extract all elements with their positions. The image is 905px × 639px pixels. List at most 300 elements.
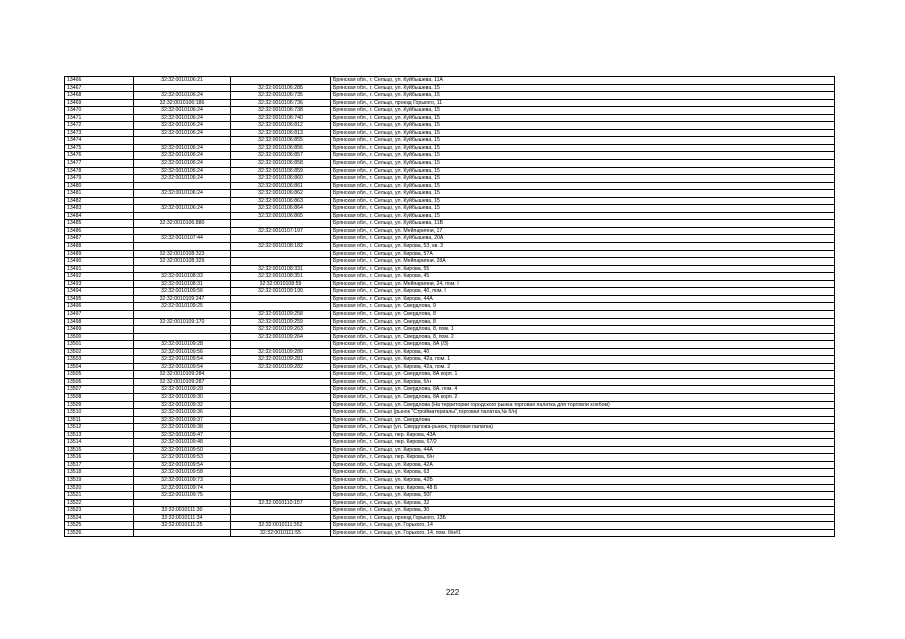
table-row <box>65 92 835 100</box>
registry-table-body <box>65 77 835 537</box>
related-cadastral-number-cell <box>231 446 331 454</box>
address-cell: Брянская обл., г. Сельцо, ул. Куйбышева, 15 <box>331 107 835 115</box>
cadastral-number-cell <box>134 227 231 235</box>
related-cadastral-number-cell: 32:32:0010106:855 <box>231 137 331 145</box>
table-row <box>65 363 835 371</box>
row-number-cell: 13476 <box>65 152 134 160</box>
address-cell: Брянская обл., г. Сельцо, ул. Кирова, 63 <box>331 469 835 477</box>
address-cell: Брянская обл., г. Сельцо, ул. Куйбышева, 15 <box>331 92 835 100</box>
table-row <box>65 424 835 432</box>
related-cadastral-number-cell: 32:32:0010109:190 <box>231 288 331 296</box>
table-row <box>65 431 835 439</box>
cadastral-number-cell: 32:32:0010108:33 <box>134 273 231 281</box>
row-number-cell: 13493 <box>65 280 134 288</box>
address-cell: Брянская обл., г. Сельцо, ул. Куйбышева, 15 <box>331 205 835 213</box>
cadastral-number-cell <box>134 310 231 318</box>
table-row <box>65 129 835 137</box>
cadastral-number-cell: 32:32:0010109:29 <box>134 386 231 394</box>
table-row <box>65 341 835 349</box>
table-row <box>65 295 835 303</box>
row-number-cell: 13522 <box>65 499 134 507</box>
related-cadastral-number-cell <box>231 295 331 303</box>
address-cell: Брянская обл., г. Сельцо, ул. Куйбышева, 15 <box>331 175 835 183</box>
row-number-cell: 13495 <box>65 295 134 303</box>
address-cell: Брянская обл., г. Сельцо, ул. Кирова, 40, пом. I <box>331 288 835 296</box>
related-cadastral-number-cell: 32:32:0010109:264 <box>231 333 331 341</box>
row-number-cell: 13475 <box>65 144 134 152</box>
row-number-cell: 13466 <box>65 77 134 85</box>
cadastral-number-cell: 32:32:0010109:25 <box>134 303 231 311</box>
row-number-cell: 13517 <box>65 461 134 469</box>
address-cell: Брянская обл., г. Сельцо, ул. Кирова, 32 <box>331 499 835 507</box>
row-number-cell: 13469 <box>65 99 134 107</box>
related-cadastral-number-cell: 32:32:0010106:861 <box>231 182 331 190</box>
row-number-cell: 13470 <box>65 107 134 115</box>
related-cadastral-number-cell: 32:32:0010109:281 <box>231 356 331 364</box>
cadastral-number-cell <box>134 326 231 334</box>
table-row <box>65 484 835 492</box>
table-row <box>65 243 835 251</box>
table-row <box>65 492 835 500</box>
cadastral-number-cell: 32:32:0010111:30 <box>134 507 231 515</box>
table-row <box>65 77 835 85</box>
table-row <box>65 160 835 168</box>
table-row <box>65 454 835 462</box>
cadastral-number-cell: 32:32:0010106:186 <box>134 99 231 107</box>
cadastral-number-cell: 32:32:0010109:170 <box>134 318 231 326</box>
address-cell: Брянская обл., г. Сельцо, ул. Куйбышева, 15 <box>331 122 835 130</box>
related-cadastral-number-cell: 32:32:0010106:736 <box>231 99 331 107</box>
related-cadastral-number-cell <box>231 235 331 243</box>
cadastral-number-cell: 32:32:0010109:56 <box>134 348 231 356</box>
address-cell: Брянская обл., г. Сельцо, ул. Куйбышева, 15 <box>331 190 835 198</box>
cadastral-number-cell <box>134 265 231 273</box>
cadastral-number-cell: 32:32:0010109:73 <box>134 476 231 484</box>
row-number-cell: 13508 <box>65 393 134 401</box>
related-cadastral-number-cell: 32:32:0010107:197 <box>231 227 331 235</box>
address-cell: Брянская обл., г. Сельцо, ул. Свердлова, 8, пом. 1 <box>331 326 835 334</box>
cadastral-number-cell: 32:32:0010109:47 <box>134 431 231 439</box>
cadastral-number-cell <box>134 529 231 537</box>
cadastral-number-cell: 32:32:0010109:38 <box>134 424 231 432</box>
table-row <box>65 522 835 530</box>
cadastral-number-cell: 32:32:0010106:24 <box>134 160 231 168</box>
row-number-cell: 13506 <box>65 378 134 386</box>
related-cadastral-number-cell <box>231 341 331 349</box>
cadastral-number-cell: 32:32:0010109:54 <box>134 356 231 364</box>
row-number-cell: 13499 <box>65 326 134 334</box>
cadastral-number-cell <box>134 197 231 205</box>
related-cadastral-number-cell: 32:32:0010106:740 <box>231 114 331 122</box>
table-row <box>65 288 835 296</box>
table-row <box>65 333 835 341</box>
table-row <box>65 409 835 417</box>
related-cadastral-number-cell: 32:32:0010106:865 <box>231 212 331 220</box>
cadastral-number-cell: 32:32:0010106:24 <box>134 152 231 160</box>
table-row <box>65 446 835 454</box>
row-number-cell: 13518 <box>65 469 134 477</box>
row-number-cell: 13487 <box>65 235 134 243</box>
address-cell: Брянская обл., г. Сельцо, ул. Мейпарияни, 28А <box>331 258 835 266</box>
row-number-cell: 13519 <box>65 476 134 484</box>
row-number-cell: 13496 <box>65 303 134 311</box>
row-number-cell: 13501 <box>65 341 134 349</box>
table-row <box>65 182 835 190</box>
table-row <box>65 122 835 130</box>
row-number-cell: 13477 <box>65 160 134 168</box>
row-number-cell: 13510 <box>65 409 134 417</box>
row-number-cell: 13471 <box>65 114 134 122</box>
table-row <box>65 212 835 220</box>
address-cell: Брянская обл., г. Сельцо (ул. Свердлова-рынок, торговая палатка) <box>331 424 835 432</box>
cadastral-number-cell: 32:32:0010106:24 <box>134 144 231 152</box>
cadastral-number-cell: 32:32:0010106:880 <box>134 220 231 228</box>
address-cell: Брянская обл., г. Сельцо, ул. Свердлова (На территории городского рынка торговая палатка для торговли хлебом) <box>331 401 835 409</box>
address-cell: Брянская обл., г. Сельцо, ул. Куйбышева, 11В <box>331 220 835 228</box>
row-number-cell: 13483 <box>65 205 134 213</box>
cadastral-number-cell: 32:32:0010108:31 <box>134 280 231 288</box>
table-row <box>65 461 835 469</box>
related-cadastral-number-cell: 32:32:0010106:859 <box>231 167 331 175</box>
address-cell: Брянская обл., г. Сельцо, ул. Мейпарияни, 24, пом. I <box>331 280 835 288</box>
address-cell: Брянская обл., г. Сельцо, ул. Куйбышева, 15 <box>331 144 835 152</box>
address-cell: Брянская обл., г. Сельцо, ул. Свердлова, 8А корп. 2 <box>331 393 835 401</box>
table-row <box>65 84 835 92</box>
row-number-cell: 13485 <box>65 220 134 228</box>
address-cell: Брянская обл., г. Сельцо, ул. Куйбышева, 15 <box>331 197 835 205</box>
row-number-cell: 13474 <box>65 137 134 145</box>
cadastral-number-cell: 32:32:0010106:24 <box>134 190 231 198</box>
related-cadastral-number-cell: 32:32:0010108:182 <box>231 243 331 251</box>
table-row <box>65 469 835 477</box>
address-cell: Брянская обл., г. Сельцо, ул. Кирова, 57А <box>331 250 835 258</box>
related-cadastral-number-cell: 32:32:0010110:157 <box>231 499 331 507</box>
address-cell: Брянская обл., г. Сельцо, ул. Кирова, 42а, пом. 1 <box>331 356 835 364</box>
cadastral-number-cell <box>134 333 231 341</box>
related-cadastral-number-cell <box>231 507 331 515</box>
row-number-cell: 13507 <box>65 386 134 394</box>
row-number-cell: 13478 <box>65 167 134 175</box>
row-number-cell: 13504 <box>65 363 134 371</box>
related-cadastral-number-cell: 32:32:0010106:862 <box>231 190 331 198</box>
cadastral-number-cell: 32:32:0010109:54 <box>134 363 231 371</box>
address-cell: Брянская обл., г. Сельцо, ул. Кирова, 50Г <box>331 492 835 500</box>
address-cell: Брянская обл., г. Сельцо, ул. Куйбышева, 11А <box>331 77 835 85</box>
table-row <box>65 235 835 243</box>
cadastral-number-cell: 32:32:0010109:58 <box>134 469 231 477</box>
row-number-cell: 13472 <box>65 122 134 130</box>
related-cadastral-number-cell <box>231 476 331 484</box>
row-number-cell: 13515 <box>65 446 134 454</box>
table-row <box>65 348 835 356</box>
related-cadastral-number-cell <box>231 258 331 266</box>
cadastral-number-cell: 32:32:0010109:28 <box>134 341 231 349</box>
address-cell: Брянская обл., г. Сельцо, ул. Кирова, 55 <box>331 265 835 273</box>
related-cadastral-number-cell <box>231 484 331 492</box>
row-number-cell: 13520 <box>65 484 134 492</box>
table-row <box>65 107 835 115</box>
cadastral-number-cell: 32:32:0010109:284 <box>134 371 231 379</box>
address-cell: Брянская обл., г. Сельцо, ул. Горького, 14 <box>331 522 835 530</box>
address-cell: Брянская обл., г. Сельцо, ул. Куйбышева, 15 <box>331 114 835 122</box>
table-row <box>65 273 835 281</box>
related-cadastral-number-cell: 32:32:0010106:856 <box>231 144 331 152</box>
row-number-cell: 13497 <box>65 310 134 318</box>
cadastral-number-cell <box>134 137 231 145</box>
cadastral-number-cell: 32:32:0010109:32 <box>134 401 231 409</box>
cadastral-number-cell <box>134 212 231 220</box>
address-cell: Брянская обл., г. Сельцо, ул. Куйбышева, 15 <box>331 137 835 145</box>
table-row <box>65 99 835 107</box>
related-cadastral-number-cell <box>231 220 331 228</box>
cadastral-number-cell: 32:32:0010108:323 <box>134 250 231 258</box>
cadastral-number-cell <box>134 84 231 92</box>
row-number-cell: 13488 <box>65 243 134 251</box>
row-number-cell: 13494 <box>65 288 134 296</box>
table-row <box>65 137 835 145</box>
row-number-cell: 13513 <box>65 431 134 439</box>
address-cell: Брянская обл., г. Сельцо, ул. Кирова, 44А <box>331 446 835 454</box>
related-cadastral-number-cell: 32:32:0010109:259 <box>231 318 331 326</box>
row-number-cell: 13525 <box>65 522 134 530</box>
row-number-cell: 13490 <box>65 258 134 266</box>
row-number-cell: 13467 <box>65 84 134 92</box>
address-cell: Брянская обл., г. Сельцо, ул. Кирова, 42а, пом. 2 <box>331 363 835 371</box>
related-cadastral-number-cell: 32:32:0010106:863 <box>231 197 331 205</box>
address-cell: Брянская обл., г. Сельцо, пер. Кирова, б/н <box>331 454 835 462</box>
table-row <box>65 439 835 447</box>
cadastral-number-cell: 32:32:0010111:25 <box>134 522 231 530</box>
address-cell: Брянская обл., г. Сельцо, ул. Кирова, 53, кв. 3 <box>331 243 835 251</box>
address-cell: Брянская обл., г. Сельцо, ул. Кирова, 30 <box>331 507 835 515</box>
row-number-cell: 13498 <box>65 318 134 326</box>
cadastral-number-cell: 32:32:0010108:329 <box>134 258 231 266</box>
table-row <box>65 499 835 507</box>
table-row <box>65 318 835 326</box>
related-cadastral-number-cell <box>231 401 331 409</box>
related-cadastral-number-cell <box>231 469 331 477</box>
related-cadastral-number-cell <box>231 424 331 432</box>
row-number-cell: 13503 <box>65 356 134 364</box>
related-cadastral-number-cell: 32:32:0010108:59 <box>231 280 331 288</box>
address-cell: Брянская обл., г. Сельцо, пер. Кирова, 43А <box>331 431 835 439</box>
related-cadastral-number-cell <box>231 454 331 462</box>
cadastral-number-cell: 32:32:0010106:24 <box>134 175 231 183</box>
table-row <box>65 386 835 394</box>
table-row <box>65 529 835 537</box>
row-number-cell: 13468 <box>65 92 134 100</box>
cadastral-number-cell: 32:32:0010109:50 <box>134 446 231 454</box>
address-cell: Брянская обл., г. Сельцо, ул. Свердлова, 8, пом. 2 <box>331 333 835 341</box>
row-number-cell: 13491 <box>65 265 134 273</box>
row-number-cell: 13482 <box>65 197 134 205</box>
row-number-cell: 13512 <box>65 424 134 432</box>
related-cadastral-number-cell <box>231 378 331 386</box>
address-cell: Брянская обл., г. Сельцо, ул. Свердлова, 8 <box>331 310 835 318</box>
related-cadastral-number-cell <box>231 431 331 439</box>
table-row <box>65 280 835 288</box>
related-cadastral-number-cell <box>231 303 331 311</box>
related-cadastral-number-cell: 32:32:0010106:735 <box>231 92 331 100</box>
table-row <box>65 507 835 515</box>
row-number-cell: 13479 <box>65 175 134 183</box>
address-cell: Брянская обл., г. Сельцо, ул. Куйбышева, 15 <box>331 84 835 92</box>
row-number-cell: 13516 <box>65 454 134 462</box>
cadastral-number-cell: 32:32:0010109:30 <box>134 393 231 401</box>
address-cell: Брянская обл., г. Сельцо, пер. Кирова, 48 Б <box>331 484 835 492</box>
related-cadastral-number-cell: 32:32:0010106:857 <box>231 152 331 160</box>
table-row <box>65 265 835 273</box>
row-number-cell: 13473 <box>65 129 134 137</box>
row-number-cell: 13492 <box>65 273 134 281</box>
address-cell: Брянская обл., г. Сельцо, ул. Кирова, б/н <box>331 378 835 386</box>
related-cadastral-number-cell: 32:32:0010111:352 <box>231 522 331 530</box>
table-row <box>65 258 835 266</box>
row-number-cell: 13500 <box>65 333 134 341</box>
row-number-cell: 13480 <box>65 182 134 190</box>
address-cell: Брянская обл., г. Сельцо, ул. Свердлова, 8А (/3) <box>331 341 835 349</box>
cadastral-number-cell: 32:32:0010109:75 <box>134 492 231 500</box>
row-number-cell: 13511 <box>65 416 134 424</box>
table-row <box>65 401 835 409</box>
table-row <box>65 227 835 235</box>
cadastral-number-cell: 32:32:0010106:21 <box>134 77 231 85</box>
address-cell: Брянская обл., г. Сельцо, проезд Горького, 11 <box>331 99 835 107</box>
related-cadastral-number-cell: 32:32:0010109:280 <box>231 348 331 356</box>
address-cell: Брянская обл., г. Сельцо, ул. Кирова, 42А <box>331 461 835 469</box>
related-cadastral-number-cell <box>231 416 331 424</box>
address-cell: Брянская обл., г. Сельцо, ул. Кирова, 44А <box>331 295 835 303</box>
address-cell: Брянская обл., г. Сельцо, ул. Куйбышева, 15 <box>331 167 835 175</box>
row-number-cell: 13523 <box>65 507 134 515</box>
related-cadastral-number-cell: 32:32:0010108:351 <box>231 273 331 281</box>
table-row <box>65 326 835 334</box>
address-cell: Брянская обл., г. Сельцо, ул. Мейпарияни, 17 <box>331 227 835 235</box>
address-cell: Брянская обл., г. Сельцо, ул. Куйбышева, 20А <box>331 235 835 243</box>
table-row <box>65 416 835 424</box>
table-row <box>65 310 835 318</box>
address-cell: Брянская обл., г. Сельцо, ул. Куйбышева, 15 <box>331 212 835 220</box>
cadastral-number-cell: 32:32:0010109:287 <box>134 378 231 386</box>
related-cadastral-number-cell: 32:32:0010106:858 <box>231 160 331 168</box>
address-cell: Брянская обл., г. Сельцо, ул. Свердлова <box>331 416 835 424</box>
table-row <box>65 205 835 213</box>
address-cell: Брянская обл., г. Сельцо, ул. Свердлова, 9 <box>331 303 835 311</box>
cadastral-number-cell <box>134 243 231 251</box>
address-cell: Брянская обл., г. Сельцо, ул. Куйбышева, 15 <box>331 182 835 190</box>
table-row <box>65 393 835 401</box>
address-cell: Брянская обл., г. Сельцо, ул. Свердлова, 8А корп. 1 <box>331 371 835 379</box>
table-row <box>65 371 835 379</box>
related-cadastral-number-cell: 32:32:0010106:738 <box>231 107 331 115</box>
address-cell: Брянская обл., г. Сельцо, ул. Куйбышева, 15 <box>331 160 835 168</box>
address-cell: Брянская обл., г. Сельцо, ул. Куйбышева, 15 <box>331 152 835 160</box>
related-cadastral-number-cell <box>231 514 331 522</box>
table-row <box>65 220 835 228</box>
related-cadastral-number-cell: 32:32:0010109:263 <box>231 326 331 334</box>
related-cadastral-number-cell: 32:32:0010106:860 <box>231 175 331 183</box>
table-row <box>65 175 835 183</box>
cadastral-number-cell: 32:32:0010109:36 <box>134 409 231 417</box>
registry-table <box>64 76 835 537</box>
address-cell: Брянская обл., г. Сельцо, ул. Горького, 14, пом. б/н#1 <box>331 529 835 537</box>
address-cell: Брянская обл., г. Сельцо, проезд Горького, 13Б <box>331 514 835 522</box>
row-number-cell: 13486 <box>65 227 134 235</box>
cadastral-number-cell: 32:32:0010109:53 <box>134 454 231 462</box>
cadastral-number-cell: 32:32:0010107:44 <box>134 235 231 243</box>
cadastral-number-cell: 32:32:0010106:24 <box>134 205 231 213</box>
related-cadastral-number-cell <box>231 439 331 447</box>
table-row <box>65 356 835 364</box>
table-row <box>65 114 835 122</box>
row-number-cell: 13484 <box>65 212 134 220</box>
cadastral-number-cell: 32:32:0010106:24 <box>134 107 231 115</box>
page-number: 222 <box>445 588 460 597</box>
address-cell: Брянская обл., г. Сельцо, ул. Кирова, 40 <box>331 348 835 356</box>
related-cadastral-number-cell <box>231 393 331 401</box>
cadastral-number-cell: 32:32:0010109:56 <box>134 288 231 296</box>
cadastral-number-cell: 32:32:0010109:48 <box>134 439 231 447</box>
cadastral-number-cell: 32:32:0010106:24 <box>134 114 231 122</box>
cadastral-number-cell <box>134 499 231 507</box>
row-number-cell: 13481 <box>65 190 134 198</box>
table-row <box>65 197 835 205</box>
cadastral-number-cell: 32:32:0010109:247 <box>134 295 231 303</box>
row-number-cell: 13521 <box>65 492 134 500</box>
table-row <box>65 378 835 386</box>
row-number-cell: 13509 <box>65 401 134 409</box>
table-row <box>65 144 835 152</box>
related-cadastral-number-cell: 32:32:0010106:864 <box>231 205 331 213</box>
table-row <box>65 303 835 311</box>
address-cell: Брянская обл., г. Сельцо, ул. Кирова, 42Б <box>331 476 835 484</box>
related-cadastral-number-cell <box>231 492 331 500</box>
address-cell: Брянская обл., г. Сельцо, ул. Кирова, 45 <box>331 273 835 281</box>
cadastral-number-cell <box>134 182 231 190</box>
address-cell: Брянская обл., г. Сельцо, пер. Кирова, 67/2 <box>331 439 835 447</box>
related-cadastral-number-cell <box>231 461 331 469</box>
related-cadastral-number-cell <box>231 409 331 417</box>
cadastral-number-cell: 32:32:0010106:24 <box>134 167 231 175</box>
cadastral-number-cell: 32:32:0010106:24 <box>134 122 231 130</box>
cadastral-number-cell: 32:32:0010109:37 <box>134 416 231 424</box>
related-cadastral-number-cell: 32:32:0010109:258 <box>231 310 331 318</box>
table-row <box>65 190 835 198</box>
table-row <box>65 167 835 175</box>
cadastral-number-cell: 32:32:0010106:24 <box>134 129 231 137</box>
address-cell: Брянская обл., г. Сельцо (рынок "Стройматериалы",торговая палатка,№ б/н) <box>331 409 835 417</box>
cadastral-number-cell: 32:32:0010109:74 <box>134 484 231 492</box>
address-cell: Брянская обл., г. Сельцо, ул. Свердлова, 8А, пом. 4 <box>331 386 835 394</box>
row-number-cell: 13526 <box>65 529 134 537</box>
row-number-cell: 13489 <box>65 250 134 258</box>
related-cadastral-number-cell: 32:32:0010109:282 <box>231 363 331 371</box>
related-cadastral-number-cell <box>231 77 331 85</box>
related-cadastral-number-cell: 32:32:0010106:813 <box>231 129 331 137</box>
related-cadastral-number-cell: 32:32:0010106:285 <box>231 84 331 92</box>
row-number-cell: 13524 <box>65 514 134 522</box>
related-cadastral-number-cell: 32:32:0010106:812 <box>231 122 331 130</box>
table-row <box>65 152 835 160</box>
row-number-cell: 13505 <box>65 371 134 379</box>
cadastral-number-cell: 32:32:0010111:34 <box>134 514 231 522</box>
related-cadastral-number-cell: 32:32:0010111:55 <box>231 529 331 537</box>
row-number-cell: 13514 <box>65 439 134 447</box>
table-row <box>65 250 835 258</box>
related-cadastral-number-cell <box>231 250 331 258</box>
related-cadastral-number-cell <box>231 386 331 394</box>
row-number-cell: 13502 <box>65 348 134 356</box>
